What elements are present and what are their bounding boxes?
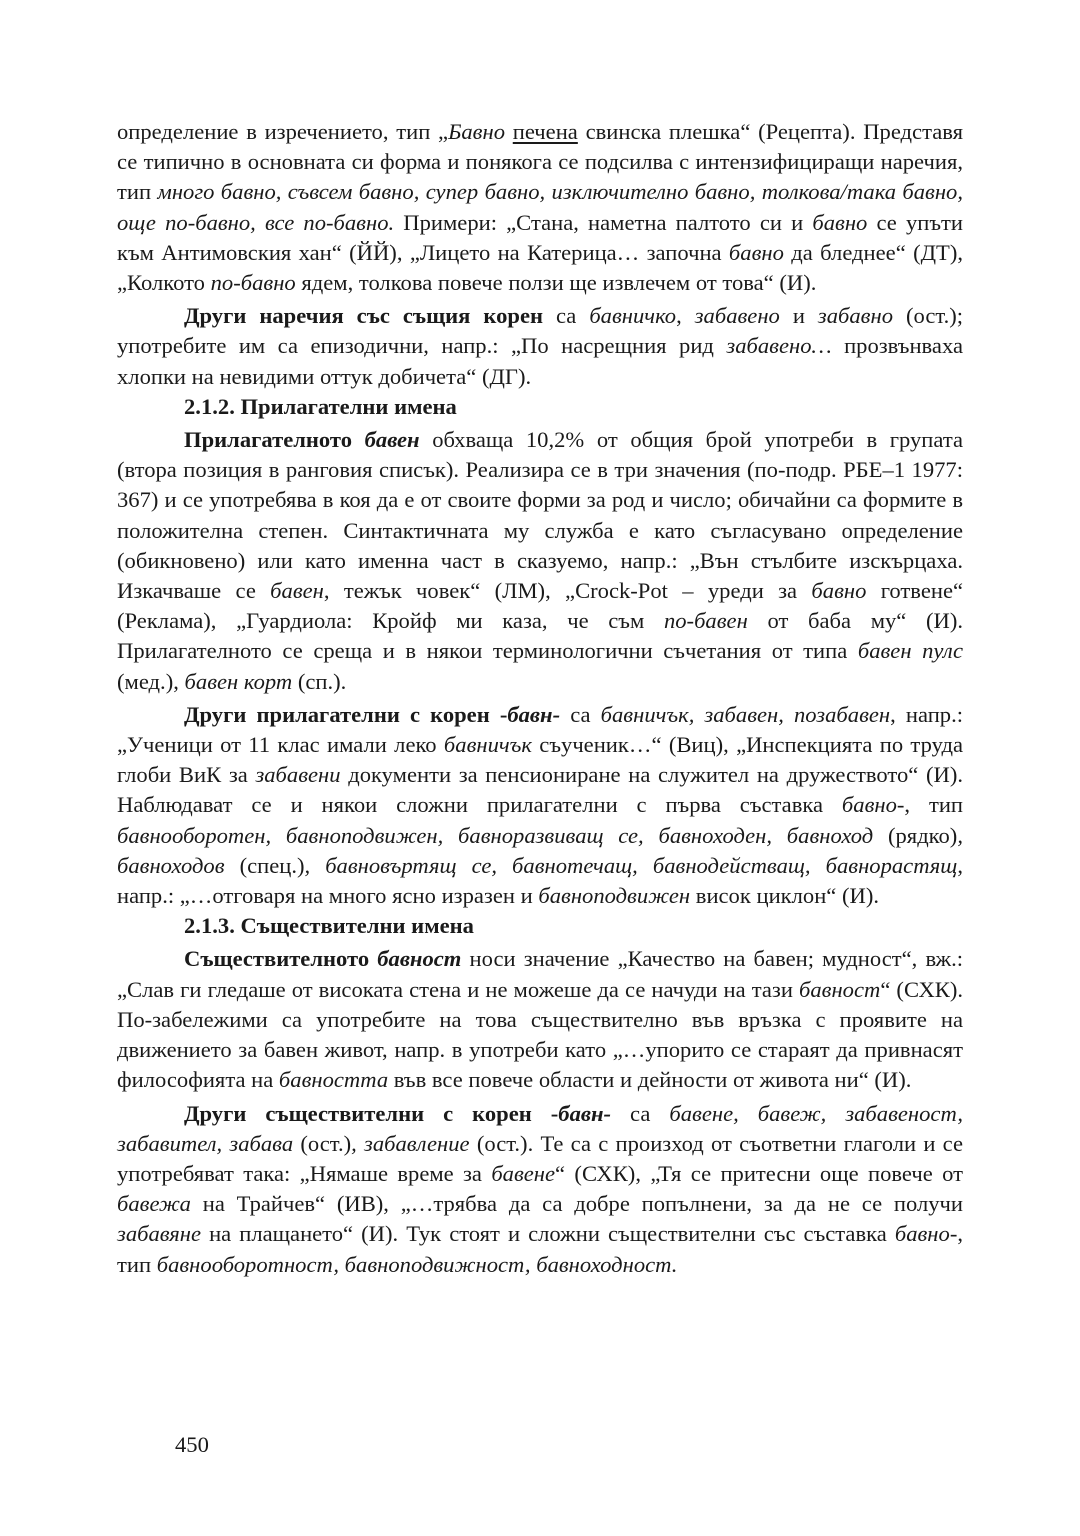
section-heading-nouns: 2.1.3. Съществителни имена bbox=[184, 913, 474, 939]
italic-term: по-бавен bbox=[663, 608, 748, 634]
text: , bbox=[676, 303, 695, 329]
section-heading-adjectives: 2.1.2. Прилагателни имена bbox=[184, 393, 457, 419]
paragraph-adverb-continuation bbox=[117, 117, 963, 298]
text: (сп.). bbox=[292, 668, 347, 694]
italic-term: бавността bbox=[278, 1067, 389, 1093]
text: , напр.: „Ученици от 11 клас имали леко bbox=[117, 701, 964, 758]
bold-italic-term: бавн- bbox=[507, 701, 561, 727]
italic-term: бавен bbox=[270, 578, 324, 604]
italic-term: бавене, бавеж, забавеност, забавител, забава bbox=[117, 1100, 963, 1156]
bold-lead: Прилагателното bbox=[184, 427, 365, 453]
bold-lead: Други наречия със същия корен bbox=[184, 303, 544, 329]
text: на Трайчев“ (ИВ), „…трябва да са добре попълнени, за да не се получи bbox=[190, 1191, 963, 1217]
italic-term: бавен корт bbox=[184, 668, 293, 694]
text: и bbox=[779, 303, 818, 329]
text: да бледнее“ (ДТ), „Колкото bbox=[117, 239, 963, 296]
page-number: 450 bbox=[175, 1432, 209, 1457]
italic-term: забавени bbox=[255, 762, 341, 788]
text: са bbox=[560, 701, 601, 727]
text: (ост.); употребите им са епизодични, напр.: „По насрещния рид bbox=[117, 303, 964, 359]
bold-italic-term: бавност bbox=[377, 946, 462, 972]
italic-term: бавничко bbox=[589, 303, 677, 329]
text: , напр.: „…отговаря на много ясно изразен и bbox=[117, 852, 964, 909]
italic-term: бавно- bbox=[894, 1221, 958, 1247]
text: прозвънваха хлопки на невидими оттук добичета“ (ДГ). bbox=[117, 333, 963, 389]
italic-term: бавене bbox=[491, 1160, 556, 1186]
text: (спец.) bbox=[224, 852, 305, 878]
text: , тежък човек“ (ЛМ), „Crock-Pot – уреди за bbox=[323, 578, 812, 604]
paragraph-other-nouns bbox=[117, 1099, 963, 1280]
text: “ (СХК). По-забележими са употребите на това съществително във връзка с проявите на движението за бавен живот, напр. в употреби като „…упорито се стараят да привнасят философията на bbox=[117, 976, 963, 1093]
italic-term: бавноподвижен bbox=[538, 883, 691, 909]
italic-term: бавно- bbox=[841, 792, 905, 818]
paragraph-other-adverbs bbox=[117, 301, 963, 392]
bold-italic-term: бавн- bbox=[558, 1100, 612, 1126]
italic-term: бавничък, забавен, позабавен bbox=[600, 701, 891, 727]
italic-term: забавяне bbox=[117, 1221, 202, 1247]
text: Примери: „Стана, наметна палтото си и bbox=[394, 209, 813, 235]
text: обхваща 10,2% от общия брой употреби в групата (втора позиция в ранговия списък). Реализира се в три значения (по-подр. РБЕ–1 1977: 367) и се употребява в коя да е от своите форми за род и число; обичайни са формите в положителна степен. Синтактичната му служба е като съгласувано определение (обикновено) или като именна част в сказуемо, напр.: „Вън стълбите изскърцаха. Изкачваше се bbox=[117, 427, 964, 604]
italic-term: , бавновъртящ се, бавнотечащ, бавнодействащ, бавнорастящ bbox=[304, 852, 958, 878]
text: носи значение „Качество на бавен; мудност“, вж.: „Слав ги гледаше от високата стена и не можеше да се начуди на тази bbox=[117, 946, 964, 1002]
paragraph-adjective-baven bbox=[117, 425, 963, 697]
bold-lead: Други съществителни с корен - bbox=[184, 1100, 559, 1126]
text: , тип bbox=[117, 1221, 963, 1277]
italic-term: бавно bbox=[812, 209, 868, 235]
text: готвене“ (Реклама), „Гуардиола: Кройф ми каза, че съм bbox=[117, 578, 964, 634]
paragraph-other-adjectives bbox=[117, 700, 963, 911]
italic-term: забавно bbox=[817, 303, 893, 329]
bold-lead: Съществителното bbox=[184, 946, 378, 972]
text: (мед.), bbox=[117, 668, 185, 694]
text: от баба му“ (И). Прилагателното се среща и в някои терминологични съчетания от типа bbox=[117, 608, 963, 664]
text: висок циклон“ (И). bbox=[690, 883, 879, 909]
text: свинска плешка“ (Рецепта). Представя се типично в основната си форма и понякога се подсилва с интензифициращи наречия, тип bbox=[117, 119, 964, 205]
italic-term: бавнооборотност, бавноподвижност, бавноходност. bbox=[156, 1251, 678, 1277]
italic-term: забавено… bbox=[726, 333, 832, 359]
text: ядем, толкова повече ползи ще извлечем от това“ (И). bbox=[295, 270, 817, 296]
bold-lead: Други прилагателни с корен - bbox=[184, 701, 508, 727]
italic-term: забавено bbox=[694, 303, 780, 329]
text: са bbox=[543, 303, 590, 329]
text: , тип bbox=[904, 792, 963, 818]
text: са bbox=[611, 1100, 670, 1126]
text: (ост.). Те са с произход от съответни глаголи и се употребяват така: „Нямаше време за bbox=[117, 1130, 963, 1186]
italic-term: , забавление bbox=[351, 1130, 470, 1156]
italic-term: много бавно, съвсем бавно, супер бавно, изключително бавно, толкова/така бавно, още по-бавно, все по-бавно. bbox=[117, 179, 963, 235]
italic-term: бавност bbox=[799, 976, 881, 1002]
text: във все повече области и дейности от живота ни“ (И). bbox=[388, 1067, 912, 1093]
italic-term: бавно bbox=[811, 578, 867, 604]
italic-term: Бавно bbox=[448, 119, 505, 144]
text: се упъти към Антимовския хан“ (ЙЙ), „Лицето на Катерица… започна bbox=[117, 209, 964, 265]
bold-italic-term: бавен bbox=[364, 427, 420, 453]
italic-term: по-бавно bbox=[210, 270, 296, 296]
text: определение в изречението, тип „ bbox=[117, 119, 449, 144]
text: документи за пенсиониране на служител на дружеството“ (И). Наблюдават се и някои сложни прилагателни с първа съставка bbox=[117, 762, 963, 818]
text bbox=[505, 119, 513, 144]
italic-term: , бавноходов bbox=[117, 822, 963, 878]
italic-term: бавежа bbox=[117, 1191, 191, 1217]
italic-term: бавно bbox=[728, 239, 784, 265]
text: (ост.) bbox=[293, 1130, 352, 1156]
italic-term: бавничък bbox=[443, 732, 532, 758]
text: (рядко) bbox=[873, 822, 958, 848]
text: съученик…“ (Виц), „Инспекцията по труда глоби ВиК за bbox=[117, 732, 963, 788]
italic-term: бавнооборотен, бавноподвижен, бавноразвиващ се, бавноходен, бавноход bbox=[117, 822, 874, 848]
page-body bbox=[117, 117, 963, 1280]
text: на плащането“ (И). Тук стоят и сложни съществителни със съставка bbox=[201, 1221, 895, 1247]
text: “ (СХК), „Тя се притесни още повече от bbox=[555, 1160, 963, 1186]
paragraph-noun-bavnost bbox=[117, 944, 963, 1095]
italic-term: бавен пулс bbox=[857, 638, 963, 664]
underlined-term: печена bbox=[512, 119, 578, 144]
